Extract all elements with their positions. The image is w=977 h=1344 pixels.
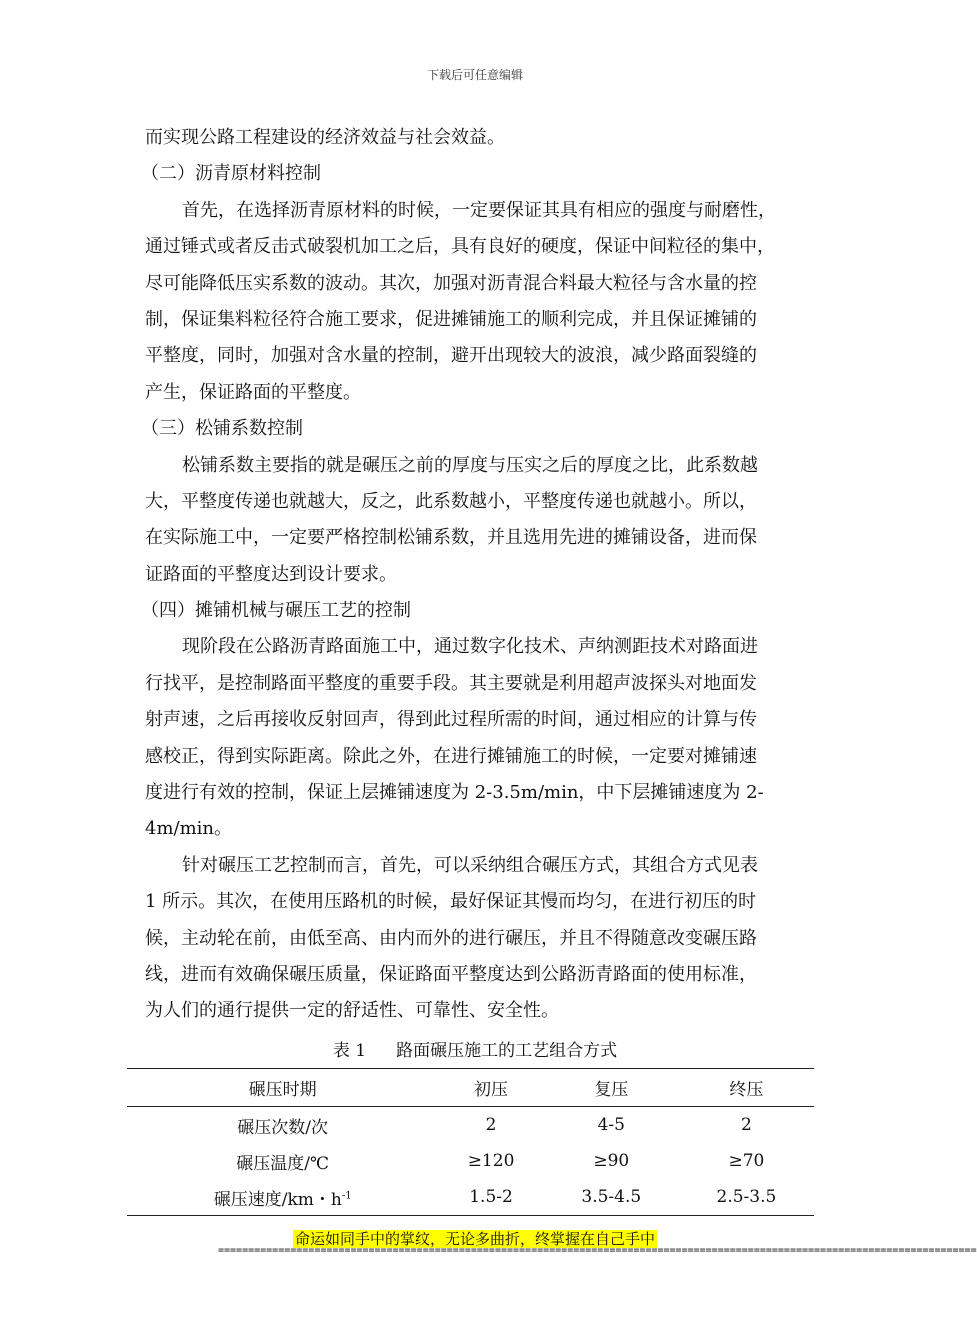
text-line: 现阶段在公路沥青路面施工中，通过数字化技术、声纳测距技术对路面进	[182, 636, 758, 658]
section-heading	[141, 156, 813, 192]
table-caption	[0, 1036, 950, 1061]
divider-line: ==============================================================================================================================	[218, 1245, 977, 1256]
text-line: 通过锤式或者反击式破裂机加工之后，具有良好的硬度，保证中间粒径的集中，	[145, 236, 775, 258]
text-line: 感校正，得到实际距离。除此之外，在进行摊铺施工的时候，一定要对摊铺速	[145, 745, 757, 767]
table-cell: 2	[741, 1115, 752, 1135]
section-heading	[141, 411, 813, 447]
text-line: 制，保证集料粒径符合施工要求，促进摊铺施工的顺利完成，并且保证摊铺的	[145, 308, 757, 330]
table-cell: ≥120	[467, 1151, 515, 1171]
paragraph	[145, 193, 813, 411]
page-header: 下载后可任意编辑	[426, 68, 523, 82]
table-header-cell: 碾压时期	[127, 1069, 438, 1107]
text-line: 为人们的通行提供一定的舒适性、可靠性、安全性。	[145, 1000, 559, 1022]
table-cell: 2	[485, 1115, 497, 1135]
table-header-cell: 终压	[679, 1069, 814, 1107]
speed-unit-exponent: -1	[341, 1189, 352, 1201]
paragraph	[145, 848, 813, 1030]
text-line: 行找平，是控制路面平整度的重要手段。其主要就是利用超声波探头对地面发	[145, 672, 757, 694]
table-cell: 4-5	[597, 1115, 625, 1135]
table-cell: ≥70	[728, 1151, 765, 1171]
text-line: 4m/min。	[145, 818, 233, 840]
table-cell: 3.5-4.5	[544, 1179, 679, 1216]
text-line: 大，平整度传递也就越大，反之，此系数越小，平整度传递也就越小。所以，	[145, 490, 757, 512]
table-cell: 碾压温度/℃	[236, 1153, 330, 1174]
table-cell: 碾压次数/次	[237, 1117, 329, 1138]
table-cell: 2.5-3.5	[679, 1179, 814, 1216]
text-line: 线，进而有效确保碾压质量，保证路面平整度达到公路沥青路面的使用标准，	[145, 963, 757, 985]
compaction-table	[127, 1068, 814, 1216]
table-caption-title: 路面碾压施工的工艺组合方式	[396, 1041, 618, 1061]
section-heading	[141, 593, 813, 629]
text-line: 尽可能降低压实系数的波动。其次，加强对沥青混合料最大粒径与含水量的控	[145, 272, 757, 294]
paragraph	[145, 448, 813, 594]
text-line: 针对碾压工艺控制而言，首先，可以采纳组合碾压方式，其组合方式见表	[182, 854, 758, 876]
text-line: 松铺系数主要指的就是碾压之前的厚度与压实之后的厚度之比，此系数越	[182, 454, 758, 476]
table-row	[127, 1179, 814, 1216]
table-header-cell: 复压	[544, 1069, 679, 1107]
table-row	[127, 1107, 814, 1144]
table-cell	[127, 1179, 438, 1216]
text-line: 证路面的平整度达到设计要求。	[145, 563, 397, 585]
text-line: 1 所示。其次，在使用压路机的时候，最好保证其慢而均匀，在进行初压的时	[145, 891, 757, 913]
speed-label: 碾压速度/km・h	[213, 1189, 342, 1210]
text-line: 首先，在选择沥青原材料的时候，一定要保证其具有相应的强度与耐磨性，	[182, 199, 776, 221]
text-line: 而实现公路工程建设的经济效益与社会效益。	[145, 127, 505, 148]
text-line: 度进行有效的控制，保证上层摊铺速度为 2-3.5m/min，中下层摊铺速度为 2-	[145, 782, 764, 804]
text-line: 产生，保证路面的平整度。	[145, 381, 361, 403]
document-body	[141, 120, 813, 1030]
table-caption-number: 表 1	[332, 1041, 367, 1061]
table-cell: ≥90	[593, 1151, 630, 1171]
text-line: 候，主动轮在前，由低至高、由内而外的进行碾压，并且不得随意改变碾压路	[145, 927, 757, 949]
text-line: 在实际施工中，一定要严格控制松铺系数，并且选用先进的摊铺设备，进而保	[145, 527, 757, 549]
text-line: （四）摊铺机械与碾压工艺的控制	[141, 600, 411, 622]
motto-text: 命运如同手中的掌纹，无论多曲折，终掌握在自己手中	[294, 1230, 655, 1248]
table-row	[127, 1143, 814, 1179]
text-line: 平整度，同时，加强对含水量的控制，避开出现较大的波浪，减少路面裂缝的	[145, 345, 757, 367]
table-cell: 1.5-2	[438, 1179, 543, 1216]
table-header-cell: 初压	[438, 1069, 543, 1107]
paragraph	[145, 629, 813, 847]
paragraph	[145, 120, 813, 156]
text-line: 射声速，之后再接收反射回声，得到此过程所需的时间，通过相应的计算与传	[145, 709, 757, 731]
text-line: （二）沥青原材料控制	[141, 163, 321, 185]
text-line: （三）松铺系数控制	[141, 418, 303, 440]
table-header-row	[127, 1069, 814, 1107]
